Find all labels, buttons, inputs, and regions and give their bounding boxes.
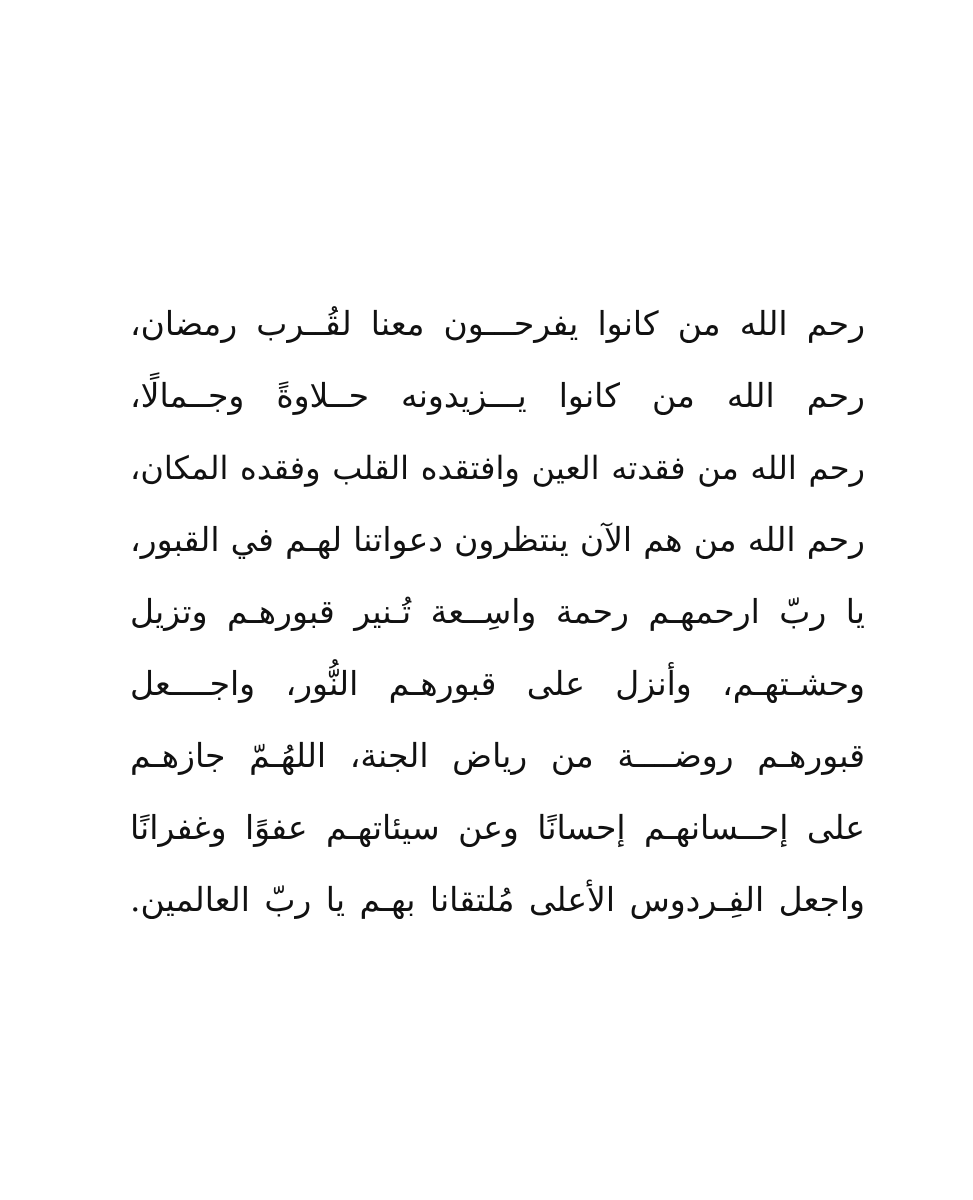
text-line: رحم الله من فقدته العين وافتقده القلب وفقده المكان، [130,449,865,487]
text-line: واجعل الفِـردوس الأعلى مُلتقانا بهـم يا ربّ العالمين. [130,880,865,919]
text-line: رحم الله من كانوا يفرحـــون معنا لقُــرب رمضان، [130,304,865,343]
prayer-text-block [130,288,865,936]
text-line: وحشـتهـم، وأنزل على قبورهـم النُّور، واجــــعل [130,664,865,703]
text-line: على إحــسانهـم إحسانًا وعن سيئاتهـم عفوًا وغفرانًا [130,808,865,847]
text-line: يا ربّ ارحمهـم رحمة واسِــعة تُـنير قبورهـم وتزيل [130,592,865,631]
text-line: قبورهـم روضــــة من رياض الجنة، اللهُـمّ جازهـم [130,736,865,775]
text-line: رحم الله من كانوا يـــزيدونه حــلاوةً وجــمالًا، [130,376,865,415]
text-line: رحم الله من هم الآن ينتظرون دعواتنا لهـم في القبور، [130,520,865,559]
